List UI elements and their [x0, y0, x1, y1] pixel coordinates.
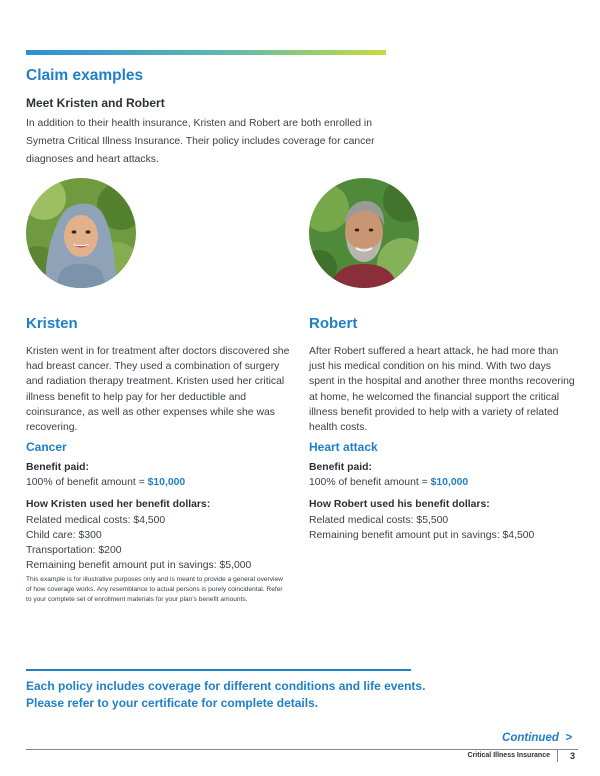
section-subtitle: Meet Kristen and Robert	[26, 96, 165, 110]
kristen-benefit-line	[26, 475, 294, 490]
robert-column	[309, 315, 577, 543]
continued-label: Continued	[502, 732, 559, 744]
callout-line-2: Please refer to your certificate for complete details.	[26, 696, 319, 710]
robert-benefit-label: Benefit paid:	[309, 462, 372, 473]
kristen-photo	[26, 178, 136, 288]
kristen-story: Kristen went in for treatment after doctors discovered she had breast cancer. They used a combination of surgery and radiation therapy treatment. Kristen used her critical illness benefit to help pay for her deductible and coinsurance, as well as other expenses while she was recovering.	[26, 346, 290, 434]
footer-divider	[26, 749, 578, 750]
robert-benefit-amount: $10,000	[430, 477, 469, 489]
kristen-use-item: Transportation: $200	[26, 545, 122, 557]
kristen-benefit-text: 100% of benefit amount =	[26, 477, 148, 489]
kristen-use-item: Remaining benefit amount put in savings: $5,000	[26, 560, 252, 572]
footer-doc-title: Critical Illness Insurance	[467, 752, 550, 759]
callout-line-1: Each policy includes coverage for different conditions and life events.	[26, 679, 426, 693]
disclaimer-text: This example is for illustrative purposes only and is meant to provide a general overview of how coverage works. Any resemblance to actual persons is purely coincidental. Refer to your complete set of enrollment materials for your plan's benefit amounts.	[26, 576, 283, 604]
robert-condition: Heart attack	[309, 440, 378, 454]
page-number: 3	[569, 751, 575, 761]
robert-benefit-text: 100% of benefit amount =	[309, 477, 431, 489]
robert-use-item: Related medical costs: $5,500	[309, 514, 449, 526]
header-gradient-bar	[26, 50, 386, 55]
coverage-callout	[26, 678, 446, 712]
robert-story: After Robert suffered a heart attack, he had more than just his medical condition on his mind. With two days spent in the hospital and another three months recovering at home, he welcomed the financial support the critical illness benefit provided to help with a variety of related health costs.	[309, 346, 575, 434]
footer-separator	[557, 750, 558, 762]
kristen-benefit-label: Benefit paid:	[26, 462, 89, 473]
kristen-used-label: How Kristen used her benefit dollars:	[26, 499, 211, 511]
kristen-benefit-amount: $10,000	[147, 477, 186, 489]
kristen-name: Kristen	[26, 315, 78, 332]
callout-divider	[26, 669, 411, 671]
robert-benefit-line	[309, 475, 577, 490]
kristen-column	[26, 315, 294, 573]
kristen-use-item: Child care: $300	[26, 529, 102, 541]
kristen-condition: Cancer	[26, 440, 67, 454]
intro-paragraph: In addition to their health insurance, Kristen and Robert are both enrolled in Symetra Critical Illness Insurance. Their policy includes coverage for cancer diagnoses and heart attacks.	[26, 118, 375, 165]
continued-link[interactable]	[502, 732, 572, 744]
robert-photo	[309, 178, 419, 288]
chevron-right-icon: >	[565, 732, 572, 744]
robert-use-item: Remaining benefit amount put in savings: $4,500	[309, 529, 535, 541]
robert-used-label: How Robert used his benefit dollars:	[309, 499, 490, 511]
kristen-use-item: Related medical costs: $4,500	[26, 514, 166, 526]
page-title: Claim examples	[26, 67, 144, 84]
robert-name: Robert	[309, 315, 358, 332]
